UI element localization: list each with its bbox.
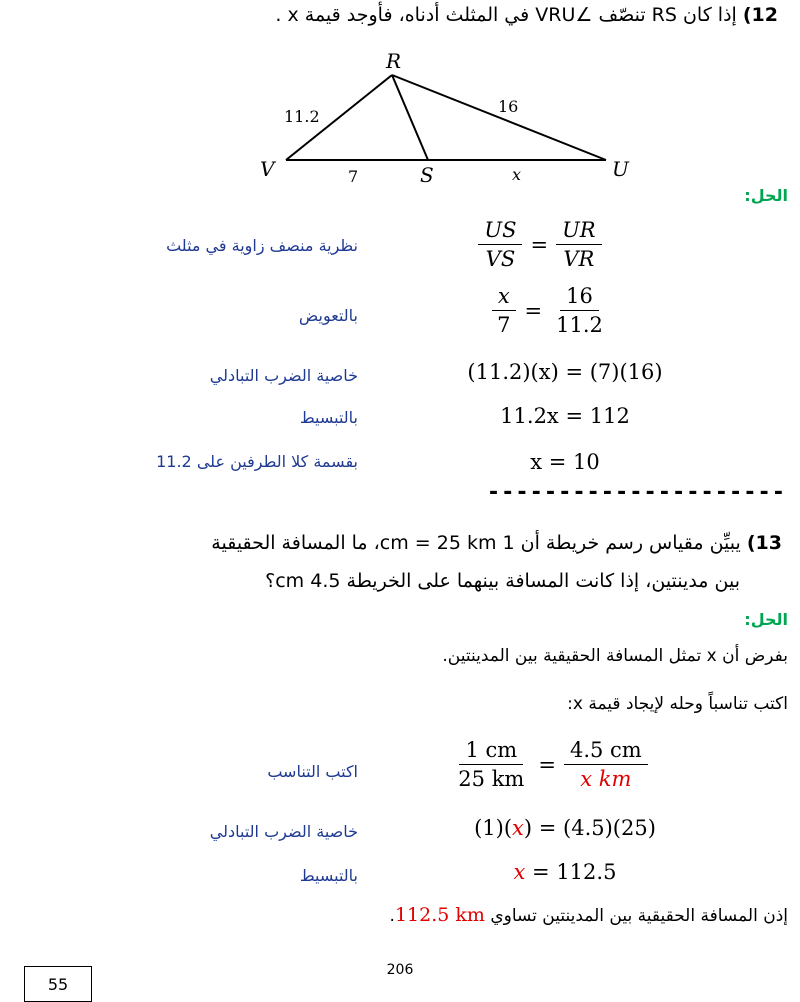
length-vs: 7 bbox=[348, 167, 359, 186]
q12-step2-equation: $\frac{x}{7}$ = $\frac{16}{11.2}$ bbox=[430, 284, 670, 337]
q13-simplified-equation: x = 112.5 bbox=[513, 860, 617, 884]
fraction-us-vs: $\frac{US}{VS}$ bbox=[478, 218, 522, 271]
q13-prompt-line2: بين مدينتين، إذا كانت المسافة بينهما على الخريطة 4.5 cm؟ bbox=[265, 570, 740, 592]
q12-prompt bbox=[275, 4, 778, 26]
length-vr: 11.2 bbox=[284, 107, 320, 126]
q13-solution-label: الحل: bbox=[744, 610, 788, 629]
q13-cross-equation: (1)(x) = (4.5)(25) bbox=[474, 816, 656, 840]
fraction-x-7: $\frac{x}{7}$ bbox=[491, 284, 516, 337]
q13-conclusion: إذن المسافة الحقيقية بين المدينتين تساوي 112.5 km. bbox=[389, 904, 788, 926]
page-number-box: 55 bbox=[24, 966, 92, 1002]
q13-proportion-equation: $\frac{1 cm}{25 km}$ = $\frac{4.5 cm}{\text{x km}}$ bbox=[430, 738, 670, 791]
vertex-s-label: S bbox=[420, 163, 434, 187]
q12-text: إذا كان RS تنصّف ∠VRU في المثلث أدناه، فأوجد قيمة x . bbox=[275, 4, 737, 26]
q13-step3-note: بالتبسيط bbox=[299, 866, 358, 885]
q13-assumption: بفرض أن x تمثل المسافة الحقيقية بين المدينتين. bbox=[442, 646, 788, 666]
q13-number: 13) bbox=[746, 532, 782, 554]
q13-prompt-line1: 13) يبيِّن مقياس رسم خريطة أن 1 cm = 25 km، ما المسافة الحقيقية bbox=[211, 532, 782, 554]
q12-step5-note: بقسمة كلا الطرفين على 11.2 bbox=[156, 452, 358, 471]
vertex-r-label: R bbox=[386, 49, 402, 73]
vertex-u-label: U bbox=[612, 157, 629, 181]
q12-step2-note: بالتعويض bbox=[298, 306, 358, 325]
q12-step4-note: بالتبسيط bbox=[299, 408, 358, 427]
q13-step2-note: خاصية الضرب التبادلي bbox=[209, 822, 358, 841]
fraction-4-5cm-xkm: $\frac{4.5 cm}{\text{x km}}$ bbox=[564, 738, 648, 791]
side-ru bbox=[392, 75, 606, 160]
page-number-center: 206 bbox=[386, 962, 414, 978]
fraction-16-11-2: $\frac{16}{11.2}$ bbox=[556, 284, 603, 337]
vertex-v-label: V bbox=[260, 157, 275, 181]
q12-step5-equation: x = 10 bbox=[530, 450, 600, 474]
q13-step1-note: اكتب التناسب bbox=[267, 762, 358, 781]
q12-solution-label: الحل: bbox=[744, 186, 788, 205]
length-su: x bbox=[512, 165, 522, 184]
fraction-ur-vr: $\frac{UR}{VR}$ bbox=[556, 218, 602, 271]
q12-step3-equation: (11.2)(x) = (7)(16) bbox=[467, 360, 663, 384]
q12-step3-note: خاصية الضرب التبادلي bbox=[209, 366, 358, 385]
q13-write-proportion: اكتب تناسباً وحله لإيجاد قيمة x: bbox=[567, 694, 788, 714]
q12-step1-note: نظرية منصف زاوية في مثلث bbox=[166, 236, 358, 255]
separator-dashes: --------------------- bbox=[486, 480, 786, 505]
q12-step4-equation: 11.2x = 112 bbox=[500, 404, 630, 428]
fraction-1cm-25km: $\frac{1 cm}{25 km}$ bbox=[458, 738, 525, 791]
answer-value: 112.5 km bbox=[394, 904, 485, 926]
q12-number: 12) bbox=[742, 4, 778, 26]
q12-step1-equation: $\frac{US}{VS}$ = $\frac{UR}{VR}$ bbox=[420, 218, 660, 271]
length-ru: 16 bbox=[498, 97, 519, 116]
triangle-diagram bbox=[250, 48, 650, 198]
